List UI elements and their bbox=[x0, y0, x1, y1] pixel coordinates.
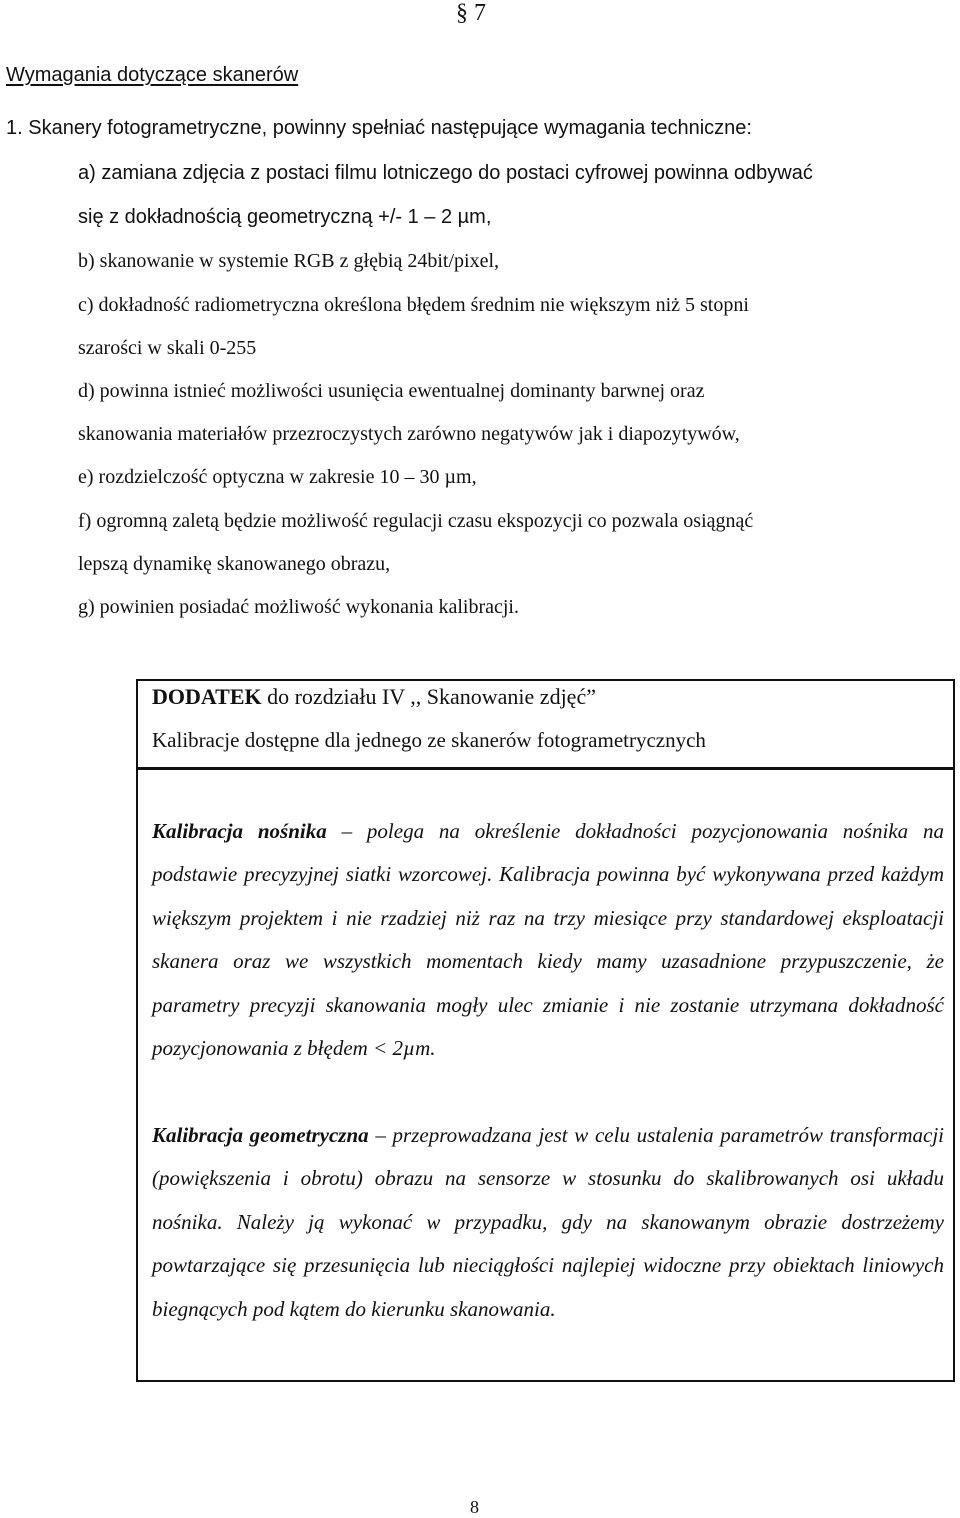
requirement-line: f) ogromną zaletą będzie możliwość regulacji czasu ekspozycji co pozwala osiągnąć bbox=[78, 510, 754, 532]
requirement-line: g) powinien posiadać możliwość wykonania kalibracji. bbox=[78, 596, 519, 618]
geometric-calibration-text: – przeprowadzana jest w celu ustalenia parametrów transformacji (powiększenia i obrotu) obrazu na sensorze w stosunku do skalibrowanych osi układu nośnika. Należy ją wykonać w przypadku, gdy na skanowanym obrazie dostrzeżemy powtarzające się przesunięcia lub nieciągłości najlepiej widoczne przy obiektach liniowych biegnących pod kątem do kierunku skanowania. bbox=[152, 1123, 944, 1321]
carrier-calibration-text: – polega na określenie dokładności pozycjonowania nośnika na podstawie precyzyjnej siatki wzorcowej. Kalibracja powinna być wykonywana przed każdym większym projektem i nie rzadziej niż raz na trzy miesiące przy standardowej eksploatacji skanera oraz we wszystkich momentach kiedy mamy uzasadnione przypuszczenie, że parametry precyzji skanowania mogły ulec zmianie i nie zostanie utrzymana dokładność pozycjonowania z błędem < 2µm. bbox=[152, 819, 944, 1061]
requirements-intro: 1. Skanery fotogrametryczne, powinny spełniać następujące wymagania techniczne: bbox=[6, 117, 752, 139]
page-number: 8 bbox=[470, 1497, 479, 1517]
geometric-calibration-term: Kalibracja geometryczna bbox=[152, 1123, 369, 1147]
appendix-label: DODATEK bbox=[152, 684, 262, 709]
requirement-line: c) dokładność radiometryczna określona błędem średnim nie większym niż 5 stopni bbox=[78, 294, 749, 316]
appendix-subtitle: Kalibracje dostępne dla jednego ze skanerów fotogrametrycznych bbox=[152, 728, 706, 752]
appendix-chapter-ref: do rozdziału IV ,, Skanowanie zdjęć” bbox=[261, 684, 596, 709]
requirement-line: d) powinna istnieć możliwości usunięcia ewentualnej dominanty barwnej oraz bbox=[78, 380, 705, 402]
requirement-line: e) rozdzielczość optyczna w zakresie 10 – 30 µm, bbox=[78, 466, 477, 488]
appendix-title bbox=[152, 684, 596, 710]
requirement-line: lepszą dynamikę skanowanego obrazu, bbox=[78, 553, 391, 575]
section-number: § 7 bbox=[456, 0, 486, 26]
requirement-line: się z dokładnością geometryczną +/- 1 – 2 µm, bbox=[78, 206, 492, 228]
geometric-calibration-paragraph bbox=[152, 1114, 944, 1331]
requirement-line: a) zamiana zdjęcia z postaci filmu lotniczego do postaci cyfrowej powinna odbywać bbox=[78, 162, 813, 184]
carrier-calibration-paragraph bbox=[152, 810, 944, 1070]
requirement-line: skanowania materiałów przezroczystych zarówno negatywów jak i diapozytywów, bbox=[78, 423, 740, 445]
requirement-line: b) skanowanie w systemie RGB z głębią 24bit/pixel, bbox=[78, 250, 500, 272]
carrier-calibration-term: Kalibracja nośnika bbox=[152, 819, 327, 843]
requirement-line: szarości w skali 0-255 bbox=[78, 337, 257, 359]
section-heading: Wymagania dotyczące skanerów bbox=[6, 64, 299, 86]
